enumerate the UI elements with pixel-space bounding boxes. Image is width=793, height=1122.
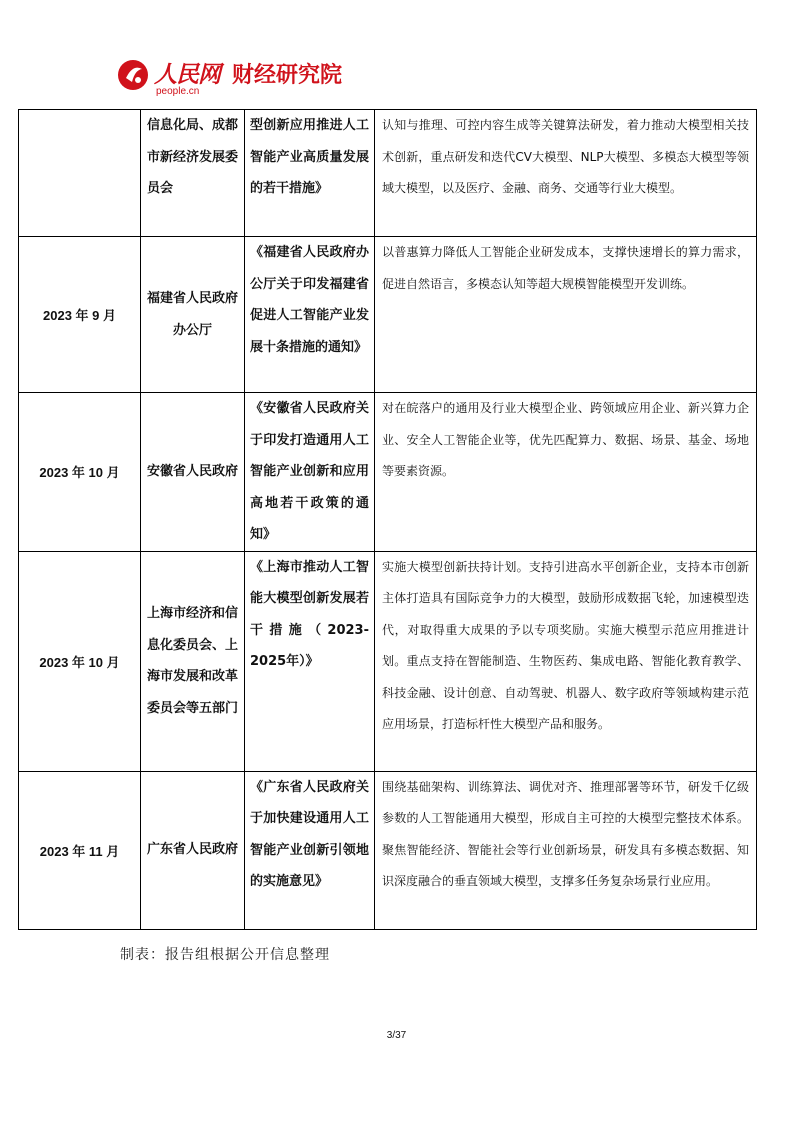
date-cell <box>19 110 141 237</box>
title-cell: 《安徽省人民政府关于印发打造通用人工智能产业创新和应用高地若干政策的通知》 <box>245 393 375 552</box>
date-cell: 2023 年 10 月 <box>19 551 141 771</box>
table-row <box>19 771 757 929</box>
content-cell: 实施大模型创新扶持计划。支持引进高水平创新企业，支持本市创新主体打造具有国际竞争力的大模型，鼓励形成数据飞轮，加速模型迭代，对取得重大成果的予以专项奖励。实施大模型示范应用推进计划。重点支持在智能制造、生物医药、集成电路、智能化教育教学、科技金融、设计创意、自动驾驶、机器人、数字政府等领域构建示范应用场景，打造标杆性大模型产品和服务。 <box>375 551 757 771</box>
policy-table <box>18 109 757 930</box>
content-cell: 以普惠算力降低人工智能企业研发成本，支撑快速增长的算力需求，促进自然语言，多模态认知等超大规模智能模型开发训练。 <box>375 237 757 393</box>
brand-name: 人民网 <box>154 61 220 88</box>
title-cell: 《上海市推动人工智能大模型创新发展若干措施（2023-2025年）》 <box>245 551 375 771</box>
date-cell: 2023 年 11 月 <box>19 771 141 929</box>
table-row <box>19 110 757 237</box>
content-cell: 对在皖落户的通用及行业大模型企业、跨领域应用企业、新兴算力企业、安全人工智能企业等，优先匹配算力、数据、场景、基金、场地等要素资源。 <box>375 393 757 552</box>
dept-cell: 广东省人民政府 <box>141 771 245 929</box>
title-cell: 型创新应用推进人工智能产业高质量发展的若干措施》 <box>245 110 375 237</box>
page-number: 3/37 <box>386 1030 407 1041</box>
table-source-note: 制表：报告组根据公开信息整理 <box>120 947 330 963</box>
dept-cell: 上海市经济和信息化委员会、上海市发展和改革委员会等五部门 <box>141 551 245 771</box>
dept-cell: 信息化局、成都市新经济发展委员会 <box>141 110 245 237</box>
brand-url: people.cn <box>156 86 200 97</box>
date-cell: 2023 年 10 月 <box>19 393 141 552</box>
table-row <box>19 237 757 393</box>
title-cell: 《广东省人民政府关于加快建设通用人工智能产业创新引领地的实施意见》 <box>245 771 375 929</box>
date-cell: 2023 年 9 月 <box>19 237 141 393</box>
dept-cell: 福建省人民政府办公厅 <box>141 237 245 393</box>
brand-subtitle: 财经研究院 <box>232 63 343 88</box>
people-logo-icon <box>116 58 150 92</box>
page-header <box>116 56 416 102</box>
title-cell: 《福建省人民政府办公厅关于印发福建省促进人工智能产业发展十条措施的通知》 <box>245 237 375 393</box>
dept-cell: 安徽省人民政府 <box>141 393 245 552</box>
table-row <box>19 393 757 552</box>
content-cell: 围绕基础架构、训练算法、调优对齐、推理部署等环节，研发千亿级参数的人工智能通用大模型，形成自主可控的大模型完整技术体系。聚焦智能经济、智能社会等行业创新场景，研发具有多模态数据、知识深度融合的垂直领域大模型，支撑多任务复杂场景行业应用。 <box>375 771 757 929</box>
content-cell: 认知与推理、可控内容生成等关键算法研发，着力推动大模型相关技术创新，重点研发和迭代CV大模型、NLP大模型、多模态大模型等领域大模型，以及医疗、金融、商务、交通等行业大模型。 <box>375 110 757 237</box>
table-row <box>19 551 757 771</box>
